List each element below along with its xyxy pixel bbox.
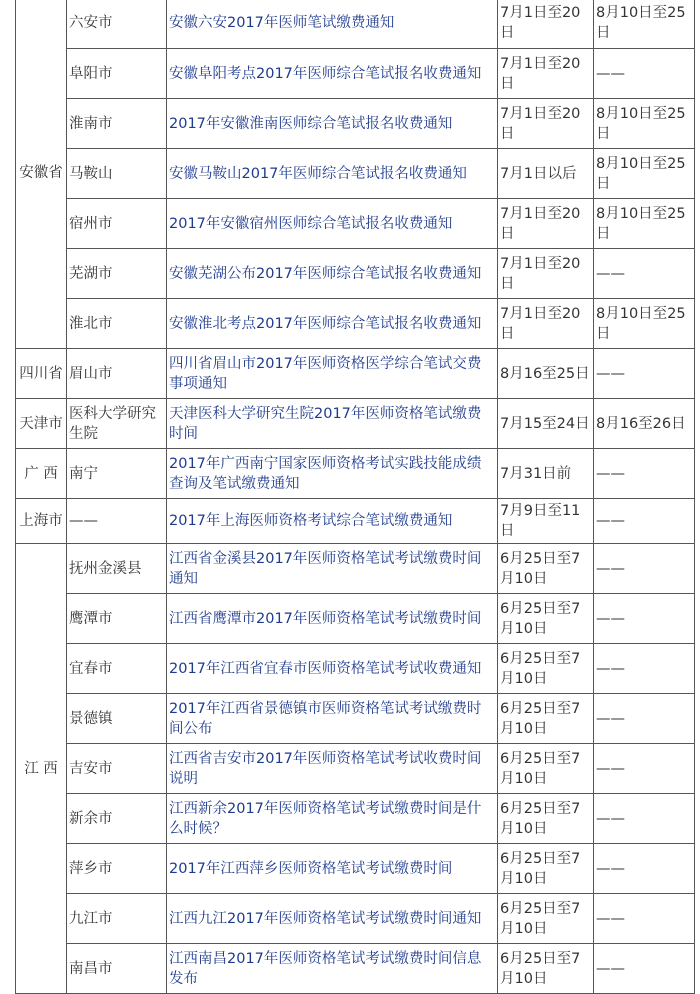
pay-time-cell: 6月25日至7月10日 [498, 644, 594, 694]
city-cell: 南昌市 [67, 944, 167, 994]
pay-time-cell: 7月15至24日 [498, 399, 594, 449]
province-cell: 上海市 [16, 499, 67, 544]
table-row [16, 299, 695, 349]
notice-title-cell [167, 349, 498, 399]
city-cell: 阜阳市 [67, 49, 167, 99]
table-row [16, 99, 695, 149]
pay-time-cell: 7月1日至20日 [498, 0, 594, 49]
pay-time-cell: 8月16至25日 [498, 349, 594, 399]
notice-link[interactable]: 天津医科大学研究生院2017年医师资格笔试缴费时间 [169, 405, 482, 442]
pay-time-cell: 6月25日至7月10日 [498, 594, 594, 644]
pay-time-cell: 7月1日至20日 [498, 49, 594, 99]
print-time-cell: —— [594, 944, 695, 994]
table-row [16, 944, 695, 994]
print-time-cell: 8月10日至25日 [594, 199, 695, 249]
city-cell: 淮南市 [67, 99, 167, 149]
notice-link[interactable]: 江西省吉安市2017年医师资格笔试考试收费时间说明 [169, 750, 482, 787]
notice-link[interactable]: 安徽阜阳考点2017年医师综合笔试报名收费通知 [169, 65, 482, 82]
notice-title-cell [167, 149, 498, 199]
table-row [16, 594, 695, 644]
table-body [16, 0, 695, 994]
city-cell: 吉安市 [67, 744, 167, 794]
pay-time-cell: 7月1日至20日 [498, 299, 594, 349]
pay-time-cell: 7月1日以后 [498, 149, 594, 199]
table-row [16, 449, 695, 499]
pay-time-cell: 6月25日至7月10日 [498, 844, 594, 894]
notice-title-cell [167, 644, 498, 694]
city-cell: 医科大学研究生院 [67, 399, 167, 449]
notice-title-cell [167, 199, 498, 249]
notice-link[interactable]: 四川省眉山市2017年医师资格医学综合笔试交费事项通知 [169, 355, 482, 392]
province-cell: 江 西 [16, 544, 67, 994]
table-row [16, 249, 695, 299]
pay-time-cell: 6月25日至7月10日 [498, 544, 594, 594]
city-cell: 南宁 [67, 449, 167, 499]
notice-title-cell [167, 894, 498, 944]
notice-title-cell [167, 594, 498, 644]
notice-title-cell [167, 399, 498, 449]
province-cell: 四川省 [16, 349, 67, 399]
notice-title-cell [167, 0, 498, 49]
notice-link[interactable]: 2017年上海医师资格考试综合笔试缴费通知 [169, 513, 453, 529]
notice-link[interactable]: 江西省金溪县2017年医师资格笔试考试缴费时间通知 [169, 550, 482, 587]
notice-link[interactable]: 2017年江西萍乡医师资格笔试考试缴费时间 [169, 860, 453, 877]
print-time-cell: —— [594, 499, 695, 544]
print-time-cell: 8月10日至25日 [594, 0, 695, 49]
notice-title-cell [167, 49, 498, 99]
notice-title-cell [167, 694, 498, 744]
fee-notice-table [15, 0, 695, 994]
print-time-cell: —— [594, 844, 695, 894]
print-time-cell: —— [594, 594, 695, 644]
city-cell: 抚州金溪县 [67, 544, 167, 594]
pay-time-cell: 6月25日至7月10日 [498, 944, 594, 994]
print-time-cell: 8月16至26日 [594, 399, 695, 449]
table-row [16, 349, 695, 399]
table-row [16, 694, 695, 744]
notice-link[interactable]: 江西九江2017年医师资格笔试考试缴费时间通知 [169, 910, 482, 927]
table-row [16, 794, 695, 844]
table-row [16, 644, 695, 694]
notice-link[interactable]: 安徽淮北考点2017年医师综合笔试报名收费通知 [169, 315, 482, 332]
notice-link[interactable]: 安徽马鞍山2017年医师综合笔试报名收费通知 [169, 165, 467, 182]
notice-link[interactable]: 江西新余2017年医师资格笔试考试缴费时间是什么时候？ [169, 800, 482, 837]
notice-link[interactable]: 2017年安徽淮南医师综合笔试报名收费通知 [169, 115, 453, 132]
print-time-cell: —— [594, 744, 695, 794]
print-time-cell: 8月10日至25日 [594, 299, 695, 349]
notice-title-cell [167, 844, 498, 894]
print-time-cell: —— [594, 894, 695, 944]
pay-time-cell: 7月1日至20日 [498, 249, 594, 299]
print-time-cell: —— [594, 544, 695, 594]
notice-title-cell [167, 249, 498, 299]
print-time-cell: —— [594, 49, 695, 99]
table-row [16, 499, 695, 544]
notice-title-cell [167, 99, 498, 149]
city-cell: 眉山市 [67, 349, 167, 399]
province-cell: 广 西 [16, 449, 67, 499]
notice-title-cell [167, 299, 498, 349]
notice-link[interactable]: 2017年江西省宜春市医师资格笔试考试收费通知 [169, 660, 482, 677]
print-time-cell: —— [594, 349, 695, 399]
pay-time-cell: 7月9日至11日 [498, 499, 594, 544]
notice-link[interactable]: 安徽六安2017年医师笔试缴费通知 [169, 14, 395, 31]
print-time-cell: 8月10日至25日 [594, 99, 695, 149]
table-row [16, 49, 695, 99]
table-row [16, 544, 695, 594]
print-time-cell: 8月10日至25日 [594, 149, 695, 199]
table-row [16, 199, 695, 249]
pay-time-cell: 7月31日前 [498, 449, 594, 499]
table-row [16, 744, 695, 794]
table-row [16, 844, 695, 894]
notice-title-cell [167, 544, 498, 594]
notice-link[interactable]: 2017年安徽宿州医师综合笔试报名收费通知 [169, 215, 453, 232]
print-time-cell: —— [594, 249, 695, 299]
notice-link[interactable]: 安徽芜湖公布2017年医师综合笔试报名收费通知 [169, 265, 482, 282]
print-time-cell: —— [594, 794, 695, 844]
notice-title-cell [167, 794, 498, 844]
notice-link[interactable]: 江西省鹰潭市2017年医师资格笔试考试缴费时间 [169, 610, 482, 627]
city-cell: 马鞍山 [67, 149, 167, 199]
pay-time-cell: 6月25日至7月10日 [498, 894, 594, 944]
city-cell: 新余市 [67, 794, 167, 844]
notice-link[interactable]: 2017年江西省景德镇市医师资格笔试考试缴费时间公布 [169, 700, 482, 737]
city-cell: 淮北市 [67, 299, 167, 349]
city-cell: 萍乡市 [67, 844, 167, 894]
city-cell: 芜湖市 [67, 249, 167, 299]
pay-time-cell: 6月25日至7月10日 [498, 794, 594, 844]
city-cell: 六安市 [67, 0, 167, 49]
city-cell: 鹰潭市 [67, 594, 167, 644]
city-cell: 九江市 [67, 894, 167, 944]
pay-time-cell: 6月25日至7月10日 [498, 744, 594, 794]
notice-title-cell [167, 449, 498, 499]
table-row [16, 894, 695, 944]
notice-title-cell [167, 744, 498, 794]
pay-time-cell: 7月1日至20日 [498, 99, 594, 149]
print-time-cell: —— [594, 694, 695, 744]
city-cell: 景德镇 [67, 694, 167, 744]
pay-time-cell: 7月1日至20日 [498, 199, 594, 249]
print-time-cell: —— [594, 644, 695, 694]
table-row [16, 149, 695, 199]
notice-title-cell [167, 499, 498, 544]
province-cell: 天津市 [16, 399, 67, 449]
city-cell: 宜春市 [67, 644, 167, 694]
province-cell: 安徽省 [16, 0, 67, 349]
table-row [16, 0, 695, 49]
city-cell: 宿州市 [67, 199, 167, 249]
notice-title-cell [167, 944, 498, 994]
city-cell: —— [67, 499, 167, 544]
pay-time-cell: 6月25日至7月10日 [498, 694, 594, 744]
table-row [16, 399, 695, 449]
notice-link[interactable]: 2017年广西南宁国家医师资格考试实践技能成绩查询及笔试缴费通知 [169, 455, 482, 492]
notice-link[interactable]: 江西南昌2017年医师资格笔试考试缴费时间信息发布 [169, 950, 482, 987]
print-time-cell: —— [594, 449, 695, 499]
